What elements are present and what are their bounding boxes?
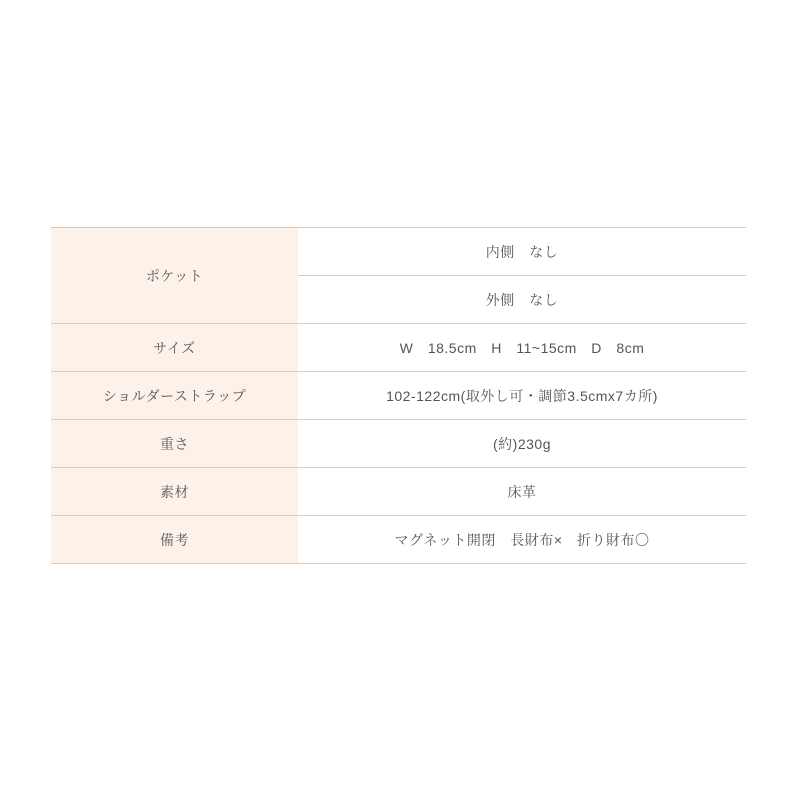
spec-label-remarks: 備考 (51, 516, 298, 564)
spec-value-remarks: マグネット開閉 長財布× 折り財布〇 (298, 516, 746, 564)
spec-row-weight (51, 420, 746, 468)
spec-row-remarks (51, 516, 746, 564)
spec-value-size: W 18.5cm H 11~15cm D 8cm (298, 324, 746, 372)
spec-row-material (51, 468, 746, 516)
spec-label-weight: 重さ (51, 420, 298, 468)
spec-label-size: サイズ (51, 324, 298, 372)
spec-row-pocket-inner (51, 228, 746, 276)
spec-label-material: 素材 (51, 468, 298, 516)
spec-value-shoulder-strap: 102-122cm(取外し可・調節3.5cmx7カ所) (298, 372, 746, 420)
spec-label-shoulder-strap: ショルダーストラップ (51, 372, 298, 420)
product-spec-table (51, 227, 746, 564)
spec-label-pocket: ポケット (51, 228, 298, 324)
spec-value-material: 床革 (298, 468, 746, 516)
spec-row-shoulder-strap (51, 372, 746, 420)
spec-value-pocket-outer: 外側 なし (298, 276, 746, 324)
spec-value-weight: (約)230g (298, 420, 746, 468)
spec-row-size (51, 324, 746, 372)
spec-value-pocket-inner: 内側 なし (298, 228, 746, 276)
